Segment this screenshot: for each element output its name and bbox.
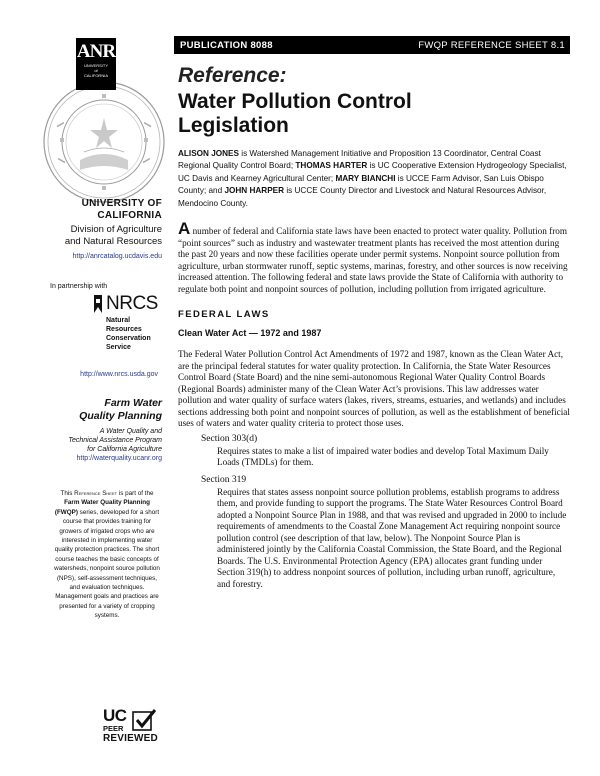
- anr-logo-line3: CALIFORNIA: [83, 73, 108, 78]
- nrcs-link[interactable]: http://www.nrcs.usda.gov: [80, 371, 158, 378]
- nrcs-mark-icon: [92, 293, 104, 315]
- intro-text: number of federal and California state laws have been enacted to protect water quality. Pollution from “point sources” such as industry and wastewater treatment plants has received the most attention during the past 20 years and now these facilities operate under permit systems. Nonpoint source pollution from agriculture, urban stormwater runoff, septic systems, marinas, forestry, and other sources is now receiving increased attention. The following federal and state laws provide the State of California with authority to regulate both point and nonpoint sources of pollution, including pollution from irrigated agriculture.: [178, 226, 568, 294]
- division-line2: and Natural Resources: [64, 236, 162, 247]
- fwqp-sub-line1: A Water Quality and: [99, 428, 162, 435]
- peer-uc-text: UC: [103, 706, 127, 725]
- main-content: [178, 64, 570, 590]
- author-1-name: ALISON JONES: [178, 149, 239, 158]
- anr-logo-line1: UNIVERSITY: [83, 63, 108, 68]
- description-part2: is part of the: [117, 490, 154, 497]
- anr-logo: [76, 38, 116, 90]
- nrcs-logo-text: NRCS: [106, 293, 158, 314]
- header-bar: [174, 36, 570, 54]
- uc-seal-icon: [40, 78, 168, 206]
- author-3-text: is UCCE Farm Advisor, San Luis Obispo County; and: [178, 173, 544, 196]
- nrcs-line2: Resources: [106, 326, 142, 333]
- checkmark-icon: [131, 708, 157, 732]
- author-2-text: is UC Cooperative Extension Hydrogeology Specialist, UC Davis and Kearney Agricultural Center;: [178, 161, 567, 183]
- reference-sheet-number: FWQP REFERENCE SHEET 8.1: [418, 39, 565, 51]
- author-credits: [178, 148, 570, 210]
- anr-logo-line2: of: [94, 68, 98, 73]
- nrcs-logo: [92, 293, 160, 352]
- description-series-name: Farm Water Quality Planning (FWQP): [54, 499, 150, 516]
- author-3-name: MARY BIANCHI: [335, 173, 396, 183]
- partnership-label: In partnership with: [50, 283, 108, 290]
- intro-paragraph: [178, 219, 570, 295]
- intro-dropcap: A: [178, 219, 191, 239]
- uc-peer-reviewed-badge: [103, 708, 163, 744]
- clean-water-act-paragraph: The Federal Water Pollution Control Act Amendments of 1972 and 1987, known as the Clean Water Act, are the principal federal statutes for water quality protection. In California, the State Water Resources Control Board (State Board) and the nine semi-autonomous Regional Water Quality Control Boards (Regional Boards) administer many of the Clean Water Act’s provisions. This law addresses water pollution and water quality of surface waters (lakes, rivers, streams, estuaries, and wetlands) and includes sections addressing both point and nonpoint sources of pollution, as well as the establishment of beneficial uses of waters and water quality criteria to protect those uses.: [178, 349, 570, 429]
- university-name-line2: CALIFORNIA: [97, 210, 162, 221]
- reviewed-text: REVIEWED: [103, 733, 158, 744]
- description-ref-sheet: Reference Sheet: [74, 490, 118, 497]
- fwqp-title-line1: Farm Water: [104, 397, 162, 409]
- author-4-text: is UCCE County Director and Livestock and Natural Resources Advisor, Mendocino County.: [178, 186, 547, 208]
- nrcs-line1: Natural: [106, 317, 131, 324]
- author-1-text: is Watershed Management Initiative and Proposition 13 Coordinator, Central Coast Regional Quality Control Board;: [178, 149, 541, 171]
- section-heading-federal-laws: FEDERAL LAWS: [178, 309, 270, 321]
- anr-logo-letters: ANR: [76, 41, 116, 62]
- page-title-line2: Legislation: [178, 114, 289, 137]
- author-4-name: JOHN HARPER: [224, 186, 285, 196]
- fwqp-link[interactable]: http://waterquality.ucanr.org: [76, 455, 162, 462]
- section-303d-text: Requires states to make a list of impaired water bodies and develop Total Maximum Daily Loads (TMDLs) for them.: [217, 445, 549, 468]
- author-2-name: THOMAS HARTER: [295, 161, 368, 171]
- nrcs-line3: Conservation: [106, 335, 151, 342]
- peer-text: PEER: [103, 724, 124, 733]
- section-319-label: Section 319: [201, 474, 247, 485]
- page-title-line1: Water Pollution Control: [178, 90, 412, 113]
- uc-division-block: [32, 198, 162, 262]
- section-303d-label: Section 303(d): [201, 433, 258, 444]
- nrcs-line4: Service: [106, 344, 131, 351]
- title-kicker: Reference:: [178, 64, 287, 87]
- description-part3: series, developed for a short course that provides training for growers of irrigated crops who are interested in implementing water quality protection practices. The short course teaches the basic concepts of watersheds, nonpoint source pollution (NPS), self-assessment techniques, and evaluation techniques. Management goals and practices are presented for a variety of cropping systems.: [54, 508, 160, 620]
- series-description: [52, 489, 162, 621]
- division-line1: Division of Agriculture: [70, 224, 162, 235]
- description-part1: This: [60, 490, 75, 497]
- subsection-heading-clean-water-act: Clean Water Act — 1972 and 1987: [178, 328, 322, 339]
- publication-number: PUBLICATION 8088: [180, 39, 273, 51]
- fwqp-sub-line3: for California Agriculture: [87, 446, 162, 453]
- fwqp-title-line2: Quality Planning: [79, 410, 162, 422]
- university-name-line1: UNIVERSITY OF: [81, 198, 162, 209]
- fwqp-block: [32, 397, 162, 464]
- section-319-text: Requires that states assess nonpoint source pollution problems, establish programs to address them, and provide funding to support the programs. The State Water Resources Control Board adopted a Nonpoint Source Plan in 1988, and that was revised and upgraded in 2000 to include requirements of amendments to the Coastal Zone Management Act requiring nonpoint source pollution control (see description of that law, below). The Nonpoint Source Plan is administered jointly by the California Coastal Commission, the State Board, and the Regional Boards. The U.S. Environmental Protection Agency (EPA) allocates grant funding under Section 319(h) to address nonpoint sources of pollution, including urban runoff, agriculture, and forestry.: [217, 486, 567, 589]
- fwqp-sub-line2: Technical Assistance Program: [68, 437, 162, 444]
- anr-catalog-link[interactable]: http://anrcatalog.ucdavis.edu: [72, 253, 162, 260]
